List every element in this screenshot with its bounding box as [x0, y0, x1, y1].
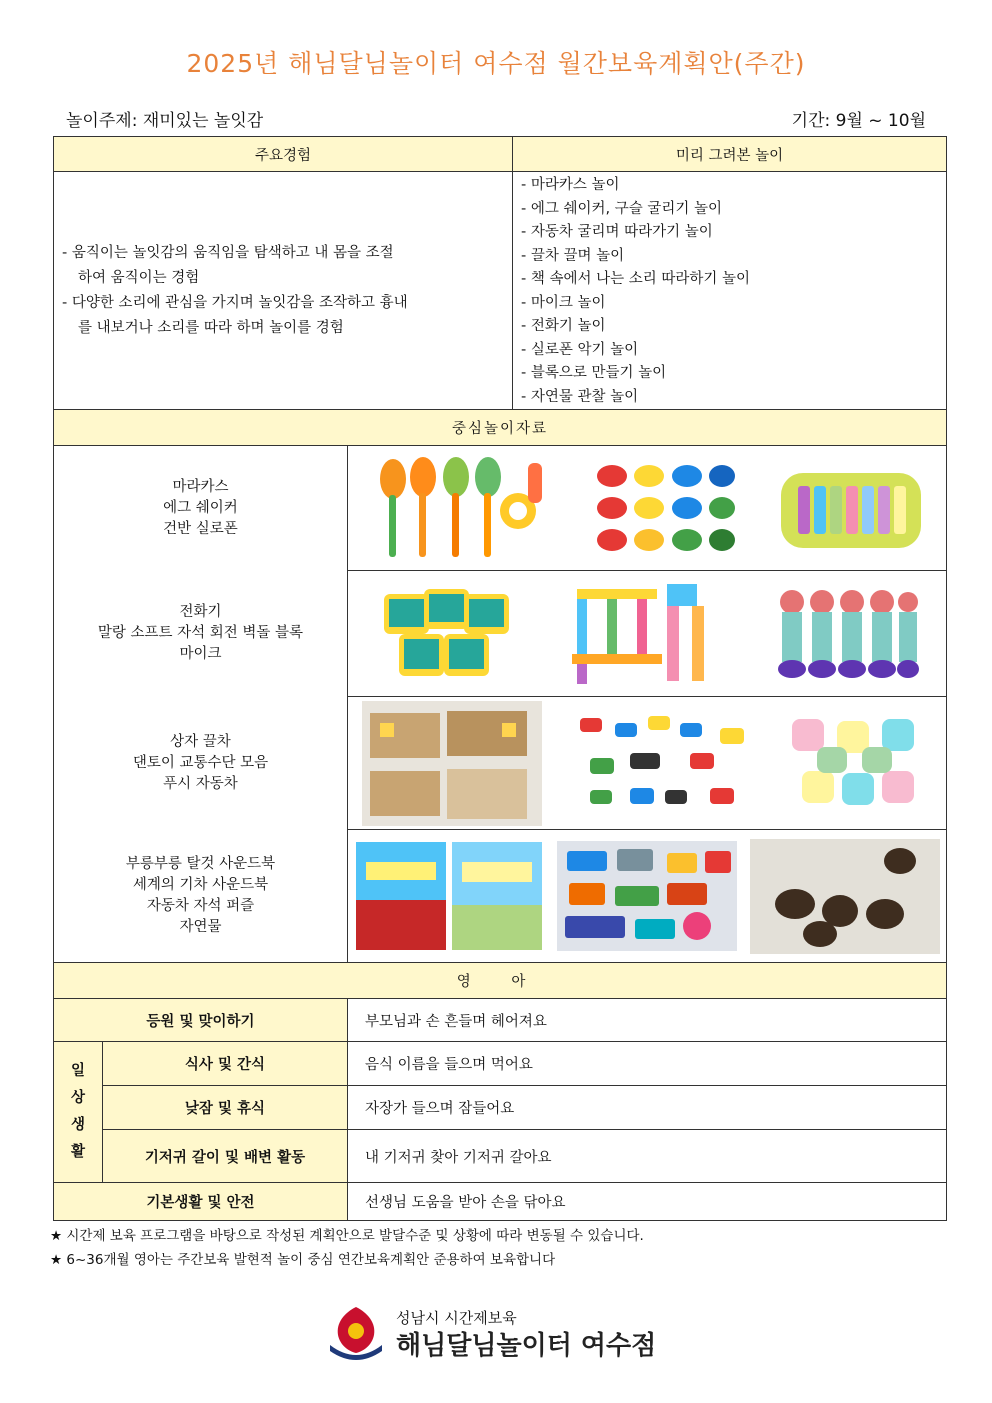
maracas-photo	[368, 451, 548, 566]
footnote: ★ 6~36개월 영아는 주간보육 발현적 놀이 중심 연간보육계획안 준용하여 보육합니다	[50, 1252, 556, 1268]
sound-book-photo	[354, 840, 544, 952]
preplay-list	[513, 172, 946, 409]
plan-period: 기간: 9월 ~ 10월	[791, 111, 926, 131]
materials-header: 중심놀이자료	[54, 410, 947, 446]
preplay-item: - 끌차 끌며 놀이	[521, 247, 625, 264]
preplay-header: 미리 그려본 놀이	[513, 137, 947, 172]
materials-photos	[348, 446, 947, 571]
box-cart-photo	[362, 701, 542, 826]
basic-label: 기본생활 및 안전	[54, 1183, 348, 1221]
material-name: 마이크	[179, 646, 222, 662]
diaper-value: 내 기저귀 찾아 기저귀 갈아요	[348, 1130, 947, 1183]
materials-photos	[348, 830, 947, 963]
organization-logo	[326, 1305, 706, 1365]
side-char: 일	[70, 1063, 85, 1079]
nap-value: 자장가 들으며 잠들어요	[348, 1086, 947, 1130]
egg-shaker-photo	[587, 458, 737, 558]
arrival-value: 부모님과 손 흔들며 헤어져요	[348, 999, 947, 1042]
preplay-item: - 마라카스 놀이	[521, 177, 620, 193]
material-name: 전화기	[179, 604, 222, 620]
push-car-photo	[782, 711, 932, 816]
material-name: 자동차 자석 퍼즐	[146, 897, 255, 914]
materials-photos	[348, 571, 947, 697]
preplay-item: - 전화기 놀이	[521, 318, 606, 334]
diaper-label: 기저귀 갈이 및 배변 활동	[103, 1130, 348, 1183]
microphone-photo	[770, 584, 920, 684]
preplay-item: - 블록으로 만들기 놀이	[521, 365, 667, 381]
magnet-puzzle-photo	[557, 841, 737, 951]
experience-line: 하여 움직이는 경험	[78, 269, 200, 286]
material-name: 마라카스	[172, 478, 229, 495]
experience-header: 주요경험	[54, 137, 513, 172]
material-name: 말랑 소프트 자석 회전 벽돌 블록	[97, 625, 304, 641]
vehicle-collection-photo	[570, 708, 755, 818]
experience-line: - 움직이는 놀잇감의 움직임을 탐색하고 내 몸을 조절	[62, 244, 394, 261]
materials-label	[54, 697, 348, 830]
city-emblem-icon	[326, 1305, 386, 1361]
logo-name: 해님달님놀이터 여수점	[396, 1331, 657, 1361]
experience-line: - 다양한 소리에 관심을 가지며 놀잇감을 조작하고 흉내	[62, 294, 408, 311]
plan-table	[53, 136, 947, 1221]
side-char: 활	[70, 1144, 85, 1160]
preplay-item: - 에그 쉐이커, 구슬 굴리기 놀이	[521, 200, 723, 217]
arrival-label: 등원 및 맞이하기	[54, 999, 348, 1042]
meal-value: 음식 이름을 들으며 먹어요	[348, 1042, 947, 1086]
side-char: 상	[70, 1090, 85, 1106]
xylophone-photo	[776, 458, 926, 558]
magnet-block-photo	[567, 579, 717, 689]
preplay-item: - 책 속에서 나는 소리 따라하기 놀이	[521, 271, 751, 287]
material-name: 자연물	[179, 918, 222, 935]
preplay-item: - 자연물 관찰 놀이	[521, 388, 639, 405]
experience-line: 를 내보거나 소리를 따라 하며 놀이를 경험	[78, 319, 344, 336]
preplay-item: - 자동차 굴리며 따라가기 놀이	[521, 224, 713, 240]
material-name: 에그 쉐이커	[163, 499, 238, 516]
preplay-cell	[513, 172, 947, 410]
preplay-item: - 실로폰 악기 놀이	[521, 341, 639, 358]
logo-subtitle: 성남시 시간제보육	[396, 1309, 517, 1327]
pinecone-photo	[750, 839, 940, 954]
material-name: 부릉부릉 탈것 사운드북	[125, 855, 276, 872]
basic-value: 선생님 도움을 받아 손을 닦아요	[348, 1183, 947, 1221]
page-title: 2025년 해님달님놀이터 여수점 월간보육계획안(주간)	[186, 49, 806, 78]
footnote: ★ 시간제 보육 프로그램을 바탕으로 작성된 계획안으로 발달수준 및 상황에 따라 변동될 수 있습니다.	[50, 1228, 644, 1244]
materials-label	[54, 571, 348, 697]
preplay-item: - 마이크 놀이	[521, 294, 606, 311]
material-name: 건반 실로폰	[163, 520, 238, 537]
material-name: 세계의 기차 사운드북	[132, 876, 269, 893]
nap-label: 낮잠 및 휴식	[103, 1086, 348, 1130]
materials-photos	[348, 697, 947, 830]
materials-label	[54, 830, 348, 963]
material-name: 댄토이 교통수단 모음	[132, 754, 269, 771]
infant-header: 영 아	[54, 963, 947, 999]
side-char: 생	[70, 1117, 85, 1133]
material-name: 상자 끌차	[170, 733, 231, 750]
meal-label: 식사 및 간식	[103, 1042, 348, 1086]
material-name: 푸시 자동차	[163, 775, 238, 792]
experience-cell	[54, 172, 513, 410]
footnotes	[50, 1224, 644, 1272]
materials-label	[54, 446, 348, 571]
daily-life-side-label	[54, 1042, 103, 1183]
toy-phone-photo	[374, 584, 514, 684]
play-theme: 놀이주제: 재미있는 놀잇감	[66, 111, 264, 131]
